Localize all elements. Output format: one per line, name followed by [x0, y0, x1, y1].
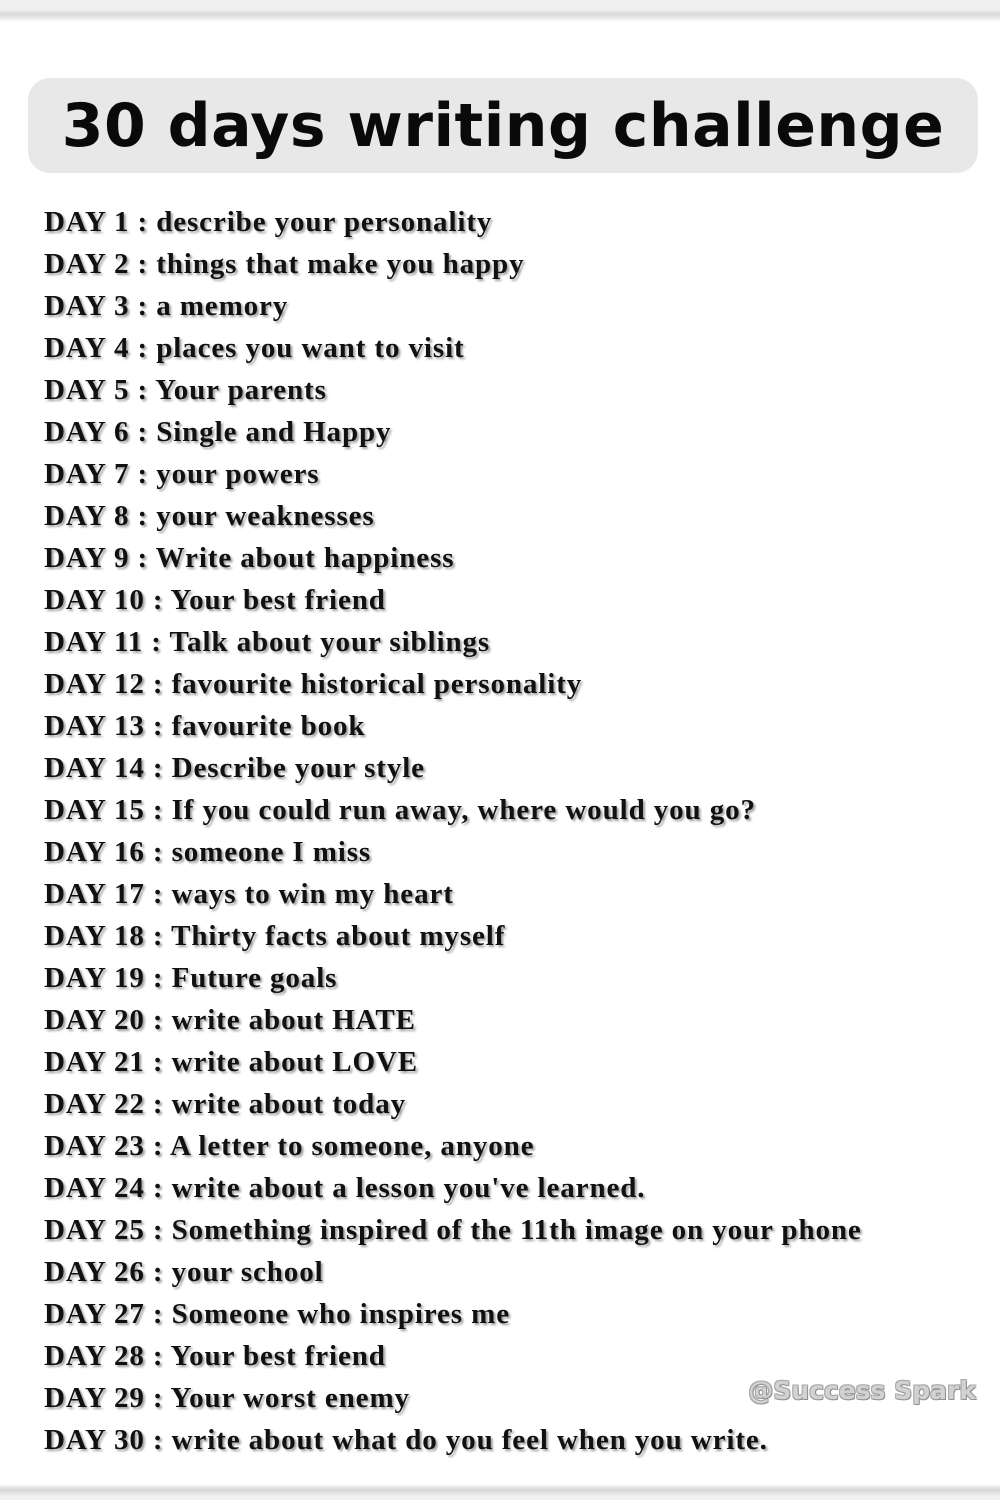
day-item-23: DAY 23 : A letter to someone, anyone: [44, 1130, 535, 1162]
day-item-28: DAY 28 : Your best friend: [44, 1340, 386, 1372]
day-item-25: DAY 25 : Something inspired of the 11th image on your phone: [44, 1214, 862, 1246]
day-item-22: DAY 22 : write about today: [44, 1088, 406, 1120]
day-item-5: DAY 5 : Your parents: [44, 374, 327, 406]
day-item-29: DAY 29 : Your worst enemy: [44, 1382, 410, 1414]
day-item-17: DAY 17 : ways to win my heart: [44, 878, 454, 910]
day-item-9: DAY 9 : Write about happiness: [44, 542, 455, 574]
title-banner: [28, 78, 978, 173]
top-border: [0, 0, 1000, 30]
day-item-7: DAY 7 : your powers: [44, 458, 320, 490]
bottom-border: [0, 1466, 1000, 1500]
challenge-list: [44, 201, 964, 1461]
day-item-6: DAY 6 : Single and Happy: [44, 416, 392, 448]
day-item-14: DAY 14 : Describe your style: [44, 752, 425, 784]
day-item-21: DAY 21 : write about LOVE: [44, 1046, 418, 1078]
day-item-18: DAY 18 : Thirty facts about myself: [44, 920, 506, 952]
day-item-3: DAY 3 : a memory: [44, 290, 289, 322]
day-item-15: DAY 15 : If you could run away, where would you go?: [44, 794, 756, 826]
day-item-11: DAY 11 : Talk about your siblings: [44, 626, 491, 658]
day-item-19: DAY 19 : Future goals: [44, 962, 338, 994]
day-item-13: DAY 13 : favourite book: [44, 710, 366, 742]
day-item-30: DAY 30 : write about what do you feel when you write.: [44, 1424, 768, 1456]
day-item-16: DAY 16 : someone I miss: [44, 836, 372, 868]
day-item-10: DAY 10 : Your best friend: [44, 584, 386, 616]
watermark: @Success Spark: [748, 1376, 976, 1405]
day-item-1: DAY 1 : describe your personality: [44, 206, 493, 238]
day-item-20: DAY 20 : write about HATE: [44, 1004, 416, 1036]
page-title: 30 days writing challenge: [61, 90, 945, 161]
day-item-12: DAY 12 : favourite historical personality: [44, 668, 583, 700]
day-item-24: DAY 24 : write about a lesson you've learned.: [44, 1172, 646, 1204]
day-item-26: DAY 26 : your school: [44, 1256, 324, 1288]
day-item-4: DAY 4 : places you want to visit: [44, 332, 465, 364]
day-item-2: DAY 2 : things that make you happy: [44, 248, 525, 280]
day-item-8: DAY 8 : your weaknesses: [44, 500, 375, 532]
day-item-27: DAY 27 : Someone who inspires me: [44, 1298, 510, 1330]
